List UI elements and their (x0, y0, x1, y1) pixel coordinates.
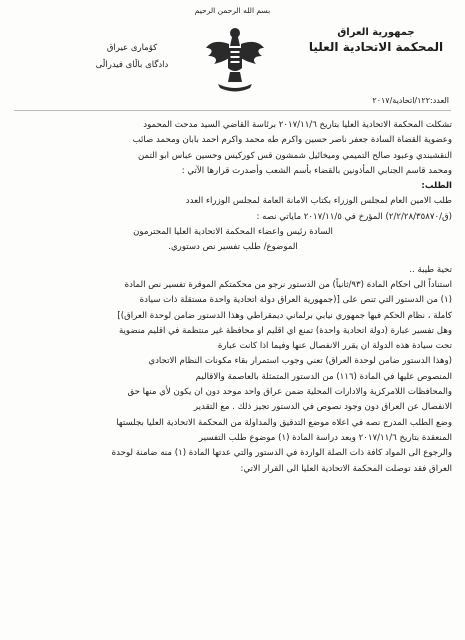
paragraph-line: المنصوص عليها في المادة (١١٦) من الدستور المتمثلة بالعاصمة والاقاليم (195, 371, 452, 382)
paragraph-line: كاملة ، نظام الحكم فيها جمهوري نيابي برلماني ديمقراطي وهذا الدستور ضامن لوحدة العراق)] (117, 310, 452, 321)
opening-line: وعضوية القضاة السادة جعفر ناصر حسين واكرم طه محمد واكرم احمد بابان ومحمد صائب (132, 135, 452, 146)
court-header-arabic (301, 26, 451, 55)
paragraph-line: وهل تفسير عبارة (دولة اتحادية واحدة) تمنع اي اقليم او محافظة غير منتظمة في اقليم منضوية (118, 325, 452, 336)
subject-line: الموضوع/ طلب تفسير نص دستوري. (168, 242, 298, 253)
paragraph-line: المنعقدة بتاريخ ٢٠١٧/١١/٦ وبعد دراسة المادة (١) موضوع طلب التفسير (198, 432, 452, 443)
paragraph-line: استناداً الى احكام المادة (٩٣/ثانياً) من الدستور نرجو من محكمتكم الموقرة تفسير نص المادة (124, 279, 452, 290)
reference-number: العدد:١٢٢/اتحادية/٢٠١٧ (372, 96, 449, 105)
paragraph-line: وضع الطلب المدرج نصه في اعلاه موضع التدقيق والمداولة من المحكمة الاتحادية العليا بجلستها (116, 417, 452, 428)
court-header-kurdish (72, 40, 192, 74)
paragraph-line: العراق فقد توصلت المحكمة الاتحادية العليا الى القرار الاتي: (240, 463, 452, 474)
opening-line: النقشبندي وعبود صالح التميمي وميخائيل شمشون قس كوركيس وحسين عباس ابو التمن (138, 150, 452, 161)
kurdish-court-name: دادگای باڵای فیدراڵی (95, 60, 169, 70)
header-divider (14, 110, 451, 111)
country-name: جمهورية العراق (337, 27, 415, 38)
opening-line: ومحمد قاسم الجنابي المأذونين بالقضاء بأسم الشعب وأصدرت قرارها الآتي : (181, 165, 452, 176)
request-heading: الطلب: (421, 181, 452, 192)
request-line: (ق/٢/٢/٢٨/٣٥٨٧٠) المؤرخ في ٢٠١٧/١١/٥ ماياتي نصه : (256, 211, 452, 222)
basmala: بسم الله الرحمن الرحيم (194, 6, 271, 15)
kurdish-country-name: كۆماری عیراق (106, 43, 158, 53)
paragraph-line: (وهذا الدستور ضامن لوحدة العراق) تعني وجوب استمرار بقاء مكونات النظام الاتحادي (148, 356, 452, 367)
paragraph-line: والمحافظات اللامركزية والادارات المحلية ضمن عراق واحد موحد دون ان يكون لأي منها حق (127, 387, 452, 398)
court-name: المحكمة الاتحادية العليا (308, 40, 444, 54)
request-line: طلب الامين العام لمجلس الوزراء بكتاب الامانة العامة لمجلس الوزراء العدد (185, 196, 452, 207)
decision-body (14, 118, 452, 477)
iraq-eagle-emblem-icon (204, 24, 266, 94)
greeting-line: تحية طيبة .. (409, 264, 452, 275)
paragraph-line: والرجوع الى المواد كافة ذات الصلة الواردة في الدستور والتي عدتها المادة (١) منه ضامنة لوحدة (111, 448, 452, 459)
paragraph-line: الانفصال عن العراق دون وجود نصوص في الدستور تجيز ذلك . مع التقدير (193, 402, 452, 413)
paragraph-line: تحت سيادة هذه الدولة ان يقرر الانفصال عنها وفيما اذا كانت عبارة (217, 341, 452, 352)
paragraph-line: (١) من الدستور التي تنص على [(جمهورية العراق دولة اتحادية واحدة مستقلة ذات سيادة (139, 295, 452, 306)
addressee-line: السادة رئيس واعضاء المحكمة الاتحادية العليا المحترمون (133, 227, 333, 238)
opening-line: تشكلت المحكمة الاتحادية العليا بتاريخ ٢٠١٧/١١/٦ برئاسة القاضي السيد مدحت المحمود (143, 120, 452, 130)
